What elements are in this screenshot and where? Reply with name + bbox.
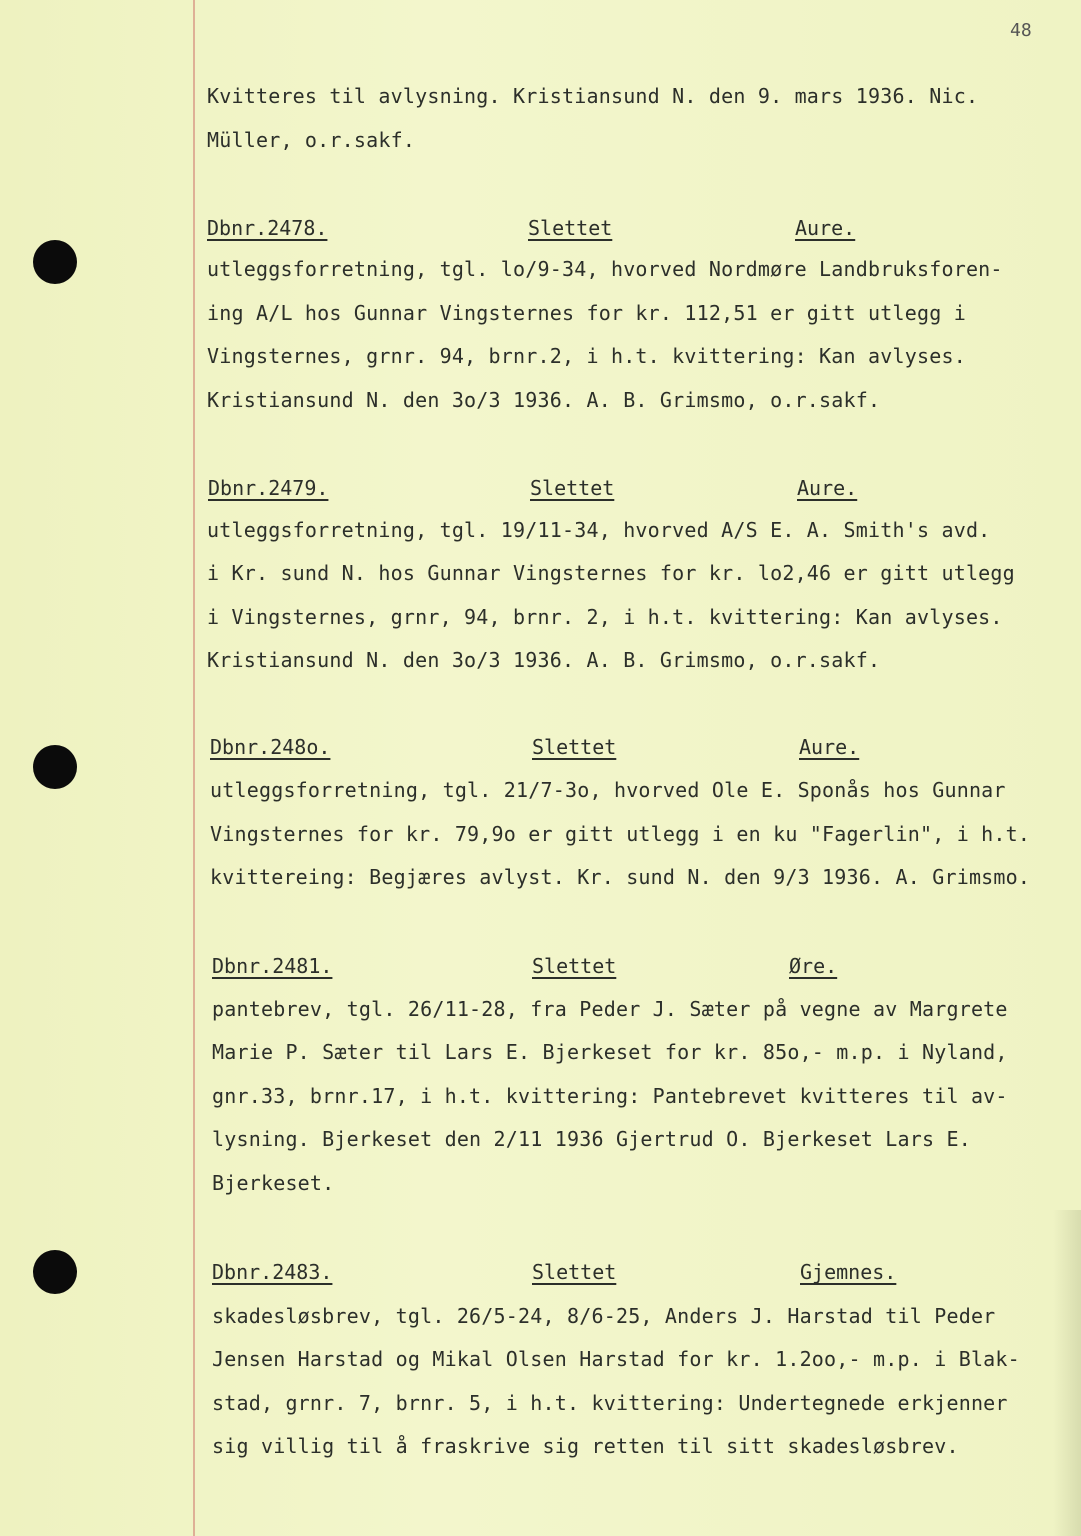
- page-edge: [1053, 1210, 1081, 1536]
- entry-text-line: utleggsforretning, tgl. lo/9-34, hvorved Nordmøre Landbruksforen-: [207, 257, 1003, 281]
- entry-text-line: ing A/L hos Gunnar Vingsternes for kr. 112,51 er gitt utlegg i: [207, 301, 966, 325]
- entry-text-line: Kristiansund N. den 3o/3 1936. A. B. Grimsmo, o.r.sakf.: [207, 648, 881, 672]
- entry-text-line: kvittereing: Begjæres avlyst. Kr. sund N. den 9/3 1936. A. Grimsmo.: [210, 865, 1031, 889]
- punch-hole: [33, 1250, 77, 1294]
- entry-dbnr: Dbnr.248o.: [210, 735, 331, 759]
- entry-place: Øre.: [789, 954, 838, 978]
- entry-status: Slettet: [530, 476, 615, 500]
- intro-line: Müller, o.r.sakf.: [207, 128, 416, 152]
- entry-text-line: i Vingsternes, grnr, 94, brnr. 2, i h.t. kvittering: Kan avlyses.: [207, 605, 1003, 629]
- punch-hole: [33, 240, 77, 284]
- entry-dbnr: Dbnr.2483.: [212, 1260, 333, 1284]
- entry-place: Aure.: [795, 216, 856, 240]
- entry-text-line: Kristiansund N. den 3o/3 1936. A. B. Grimsmo, o.r.sakf.: [207, 388, 881, 412]
- entry-place: Aure.: [797, 476, 858, 500]
- entry-text-line: Bjerkeset.: [212, 1171, 335, 1195]
- entry-place: Aure.: [799, 735, 860, 759]
- entry-text-line: skadesløsbrev, tgl. 26/5-24, 8/6-25, Anders J. Harstad til Peder: [212, 1304, 996, 1328]
- entry-dbnr: Dbnr.2478.: [207, 216, 328, 240]
- entry-text-line: utleggsforretning, tgl. 21/7-3o, hvorved Ole E. Sponås hos Gunnar: [210, 778, 1006, 802]
- entry-text-line: Vingsternes, grnr. 94, brnr.2, i h.t. kvittering: Kan avlyses.: [207, 344, 966, 368]
- entry-text-line: pantebrev, tgl. 26/11-28, fra Peder J. Sæter på vegne av Margrete: [212, 997, 1008, 1021]
- entry-text-line: Jensen Harstad og Mikal Olsen Harstad for kr. 1.2oo,- m.p. i Blak-: [212, 1347, 1020, 1371]
- entry-status: Slettet: [528, 216, 613, 240]
- entry-text-line: stad, grnr. 7, brnr. 5, i h.t. kvittering: Undertegnede erkjenner: [212, 1391, 1008, 1415]
- entry-place: Gjemnes.: [800, 1260, 897, 1284]
- entry-status: Slettet: [532, 735, 617, 759]
- entry-text-line: utleggsforretning, tgl. 19/11-34, hvorved A/S E. A. Smith's avd.: [207, 518, 991, 542]
- entry-status: Slettet: [532, 1260, 617, 1284]
- margin-line: [193, 0, 195, 1536]
- intro-line: Kvitteres til avlysning. Kristiansund N. den 9. mars 1936. Nic.: [207, 84, 979, 108]
- entry-status: Slettet: [532, 954, 617, 978]
- entry-text-line: sig villig til å fraskrive sig retten til sitt skadesløsbrev.: [212, 1434, 959, 1458]
- entry-text-line: lysning. Bjerkeset den 2/11 1936 Gjertrud O. Bjerkeset Lars E.: [212, 1127, 971, 1151]
- entry-dbnr: Dbnr.2481.: [212, 954, 333, 978]
- page-number: 48: [1010, 20, 1032, 41]
- entry-text-line: Vingsternes for kr. 79,9o er gitt utlegg i en ku "Fagerlin", i h.t.: [210, 822, 1031, 846]
- entry-dbnr: Dbnr.2479.: [208, 476, 329, 500]
- entry-text-line: Marie P. Sæter til Lars E. Bjerkeset for kr. 85o,- m.p. i Nyland,: [212, 1040, 1008, 1064]
- entry-text-line: i Kr. sund N. hos Gunnar Vingsternes for kr. lo2,46 er gitt utlegg: [207, 561, 1015, 585]
- entry-text-line: gnr.33, brnr.17, i h.t. kvittering: Pantebrevet kvitteres til av-: [212, 1084, 1008, 1108]
- punch-hole: [33, 745, 77, 789]
